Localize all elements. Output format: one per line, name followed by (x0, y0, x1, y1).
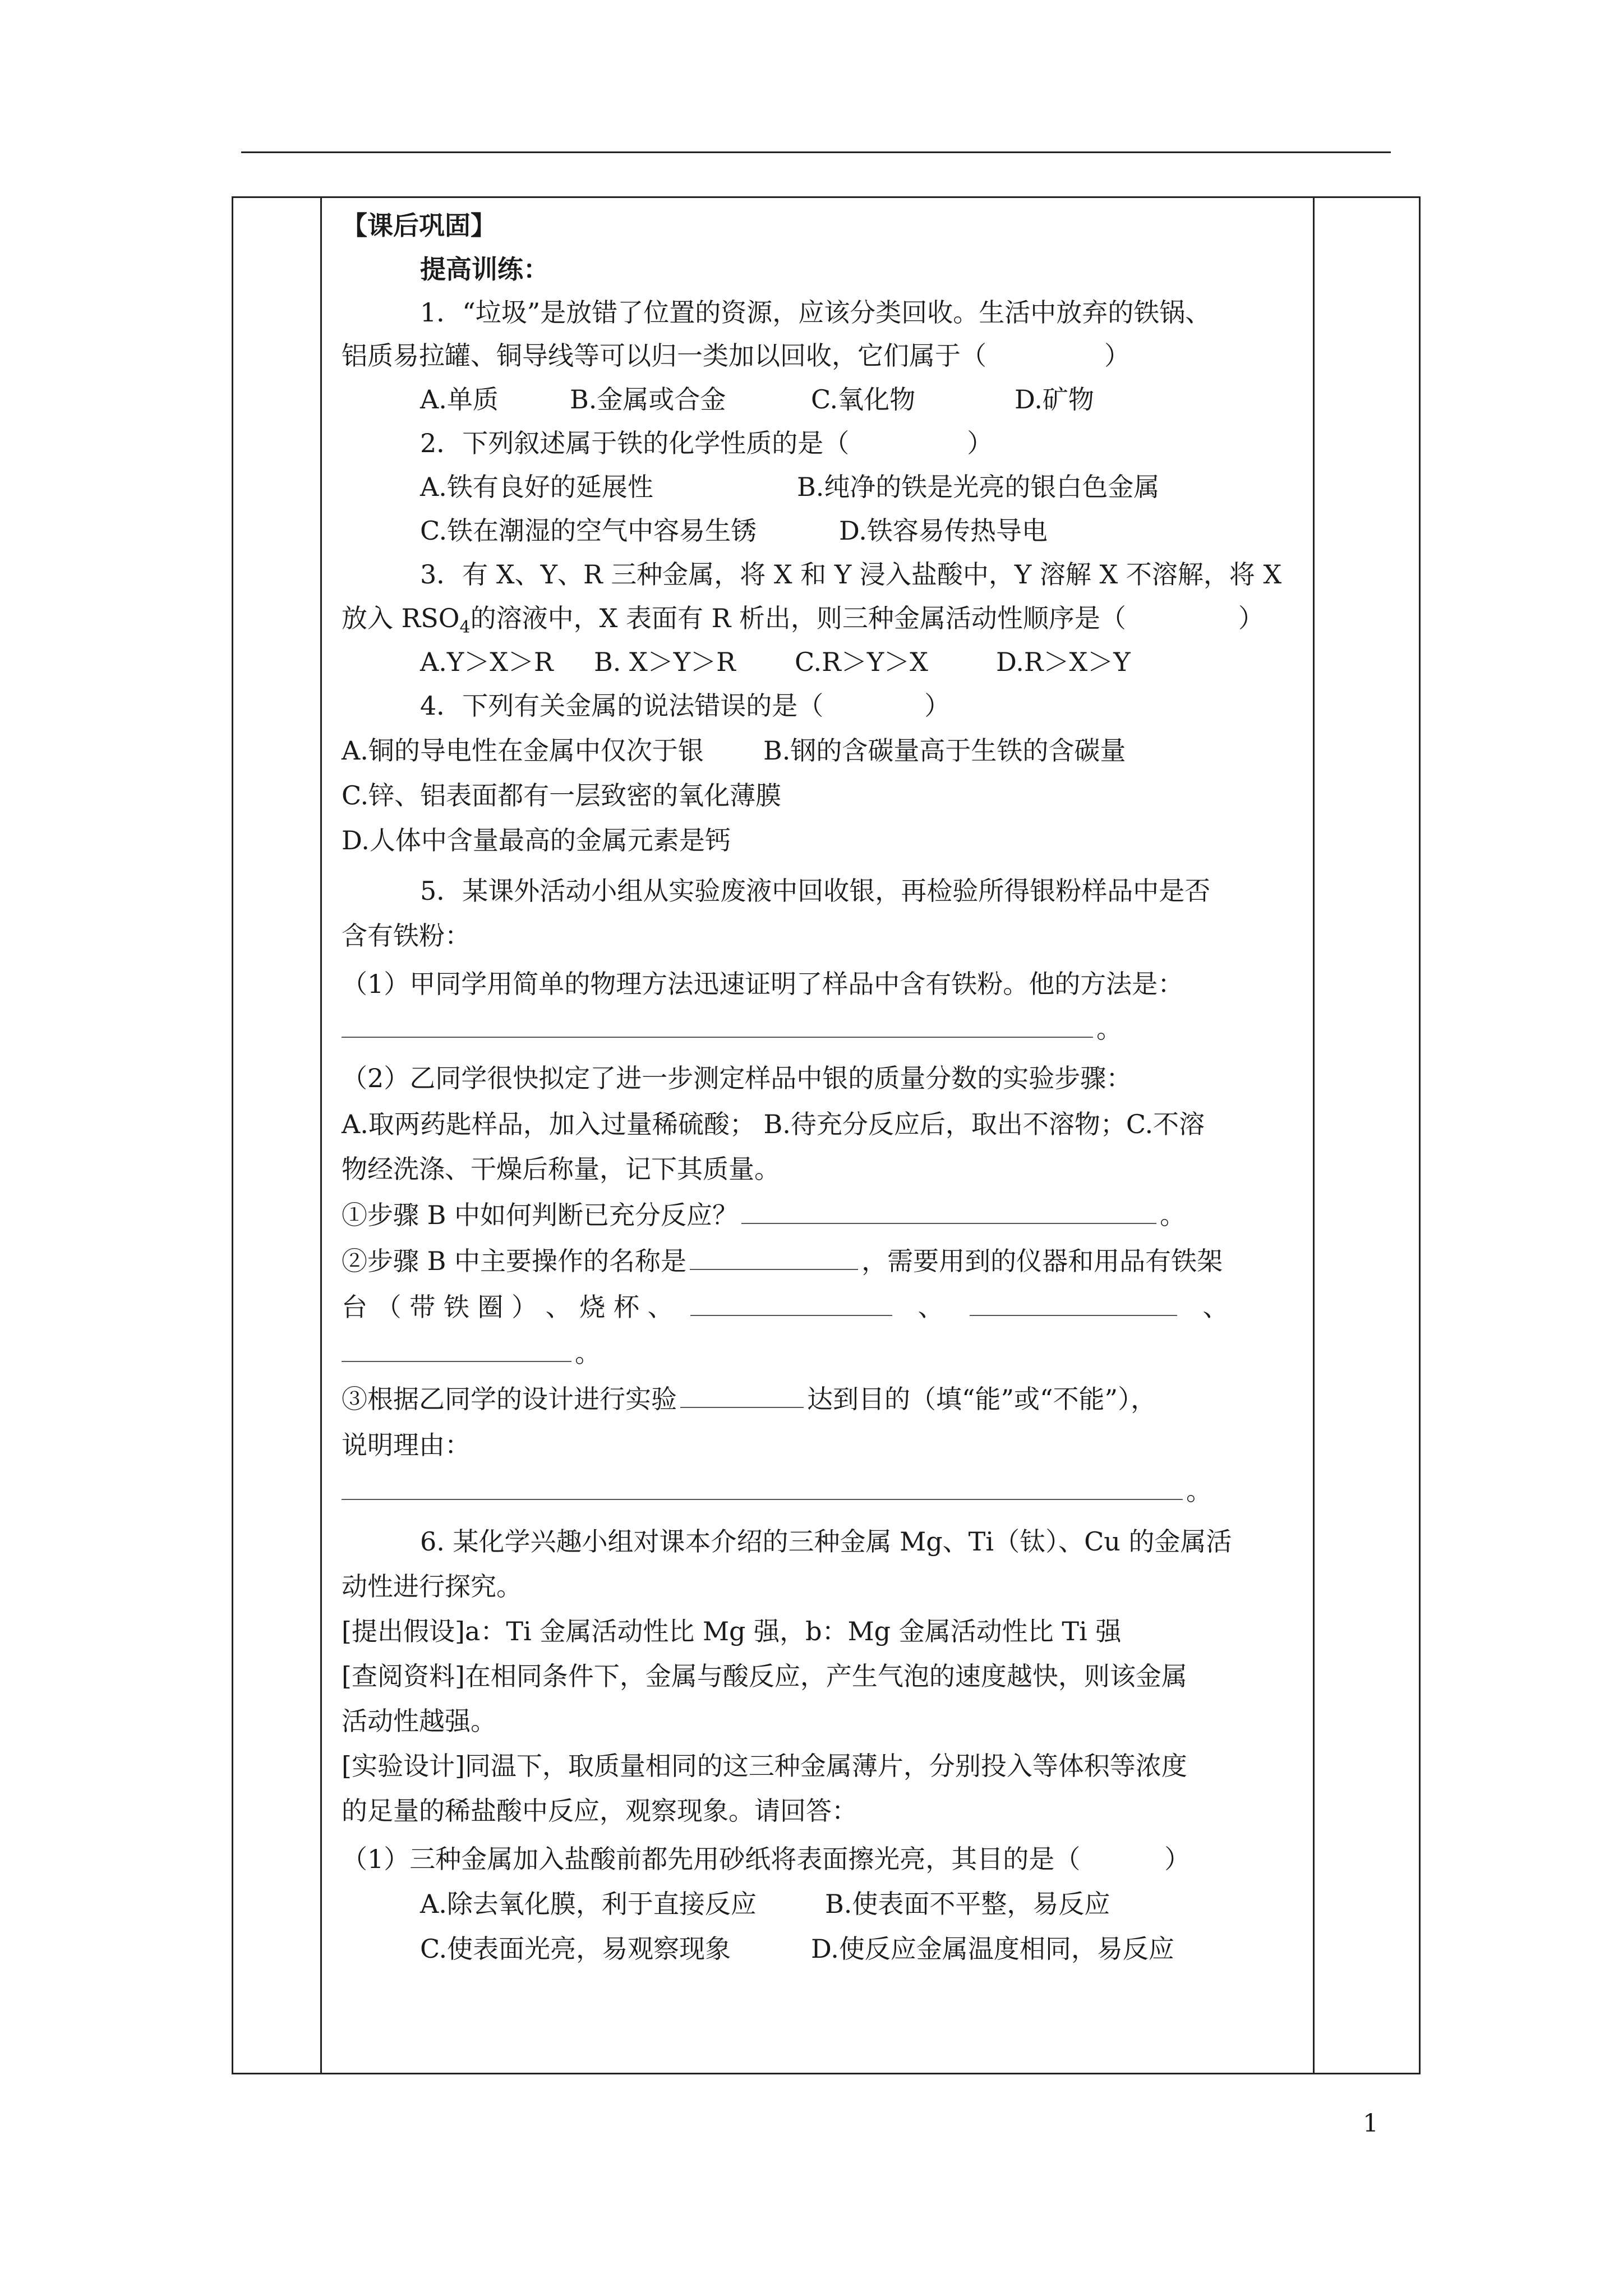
page-number: 1 (1363, 2109, 1378, 2138)
q5-part1: （1）甲同学用简单的物理方法迅速证明了样品中含有铁粉。他的方法是： (342, 969, 1184, 999)
q5-sub3: ③根据乙同学的设计进行实验 达到目的（填“能”或“不能”）， (342, 1384, 1157, 1414)
answer-blank[interactable] (690, 1246, 858, 1270)
q3-stem-line2: 放入 $RSO_4$的溶液中，X 表面有 R 析出，则三种金属活动性顺序是（ ） (342, 603, 1264, 638)
q2-stem: 2．下列叙述属于铁的化学性质的是（ ） (420, 428, 993, 458)
q5-part2: （2）乙同学很快拟定了进一步测定样品中银的质量分数的实验步骤： (342, 1063, 1132, 1093)
q6-stem-line1: 6. 某化学兴趣小组对课本介绍的三种金属 Mg、Ti（钛）、Cu 的金属活 (420, 1526, 1232, 1557)
q1-option-d: D.矿物 (1015, 384, 1094, 415)
table-column-divider-right (1313, 198, 1315, 2073)
q4-option-b: B.钢的含碳量高于生铁的含碳量 (763, 735, 1126, 766)
q5-sub1: ①步骤 B 中如何判断已充分反应？ 。 (342, 1200, 1186, 1230)
answer-blank[interactable] (970, 1292, 1177, 1316)
q6-design-line2: 的足量的稀盐酸中反应，观察现象。请回答： (342, 1796, 857, 1826)
q6-design-line1: [实验设计]同温下，取质量相同的这三种金属薄片，分别投入等体积等浓度 (342, 1751, 1187, 1781)
q1-stem-line1: 1．“垃圾”是放错了位置的资源，应该分类回收。生活中放弃的铁锅、 (420, 297, 1211, 328)
q4-option-a: A.铜的导电性在金属中仅次于银 (342, 735, 704, 766)
q6-option-c: C.使表面光亮，易观察现象 (420, 1934, 731, 1964)
answer-blank[interactable] (690, 1292, 892, 1316)
q1-option-b: B.金属或合金 (570, 384, 726, 415)
table-column-divider-left (320, 198, 322, 2073)
q6-reference-line1: [查阅资料]在相同条件下，金属与酸反应，产生气泡的速度越快，则该金属 (342, 1661, 1187, 1691)
q1-option-a: A.单质 (420, 384, 499, 415)
section-title: 【课后巩固】 (342, 210, 496, 241)
q6-option-b: B.使表面不平整，易反应 (825, 1889, 1110, 1919)
q5-sub2-instruments: 台 （ 带 铁 圈 ） 、 烧 杯 、 、 、 (342, 1292, 1229, 1322)
q3-option-a: A.Y＞X＞R (420, 647, 554, 677)
q2-option-b: B.纯净的铁是光亮的银白色金属 (797, 472, 1160, 502)
subtitle: 提高训练： (420, 254, 549, 284)
q1-option-c: C.氧化物 (811, 384, 916, 415)
q5-part1-answer: 。 (342, 1013, 1122, 1045)
q3-option-d: D.R＞X＞Y (996, 647, 1131, 677)
q5-stem-line2: 含有铁粉： (342, 921, 471, 951)
q5-sub3-reason: 说明理由： (342, 1430, 471, 1460)
q1-stem-line2: 铝质易拉罐、铜导线等可以归一类加以回收，它们属于（ ） (342, 341, 1130, 371)
q3-option-b: B. X＞Y＞R (594, 647, 736, 677)
answer-blank[interactable] (342, 1476, 1183, 1500)
answer-blank[interactable] (342, 1014, 1093, 1038)
answer-blank[interactable] (342, 1338, 571, 1362)
q4-option-c: C.锌、铝表面都有一层致密的氧化薄膜 (342, 780, 782, 811)
q5-sub2-instruments-cont: 。 (342, 1337, 601, 1369)
q6-sub1: （1）三种金属加入盐酸前都先用砂纸将表面擦光亮，其目的是（ ） (342, 1844, 1191, 1874)
q3-stem-line1: 3．有 X、Y、R 三种金属，将 X 和 Y 浸入盐酸中，Y 溶解 X 不溶解，将 X (420, 559, 1282, 590)
q4-stem: 4．下列有关金属的说法错误的是（ ） (420, 691, 951, 721)
q6-stem-line2: 动性进行探究。 (342, 1571, 522, 1602)
worksheet-table (232, 196, 1421, 2074)
q6-reference-line2: 活动性越强。 (342, 1706, 496, 1736)
q4-option-d: D.人体中含量最高的金属元素是钙 (342, 825, 731, 855)
q5-steps-line1: A.取两药匙样品，加入过量稀硫酸； B.待充分反应后，取出不溶物；C.不溶 (342, 1109, 1205, 1139)
answer-blank[interactable] (680, 1384, 804, 1408)
q5-sub3-answer: 。 (342, 1475, 1212, 1507)
q2-option-c: C.铁在潮湿的空气中容易生锈 (420, 516, 757, 546)
q6-option-a: A.除去氧化膜，利于直接反应 (420, 1889, 757, 1919)
answer-blank[interactable] (741, 1200, 1156, 1224)
q3-option-c: C.R＞Y＞X (795, 647, 928, 677)
q5-stem-line1: 5．某课外活动小组从实验废液中回收银，再检验所得银粉样品中是否 (420, 876, 1211, 906)
header-rule (241, 151, 1391, 153)
q2-option-a: A.铁有良好的延展性 (420, 472, 653, 502)
q6-option-d: D.使反应金属温度相同，易反应 (811, 1934, 1174, 1964)
q5-sub2: ②步骤 B 中主要操作的名称是 ，需要用到的仪器和用品有铁架 (342, 1246, 1223, 1276)
q6-hypothesis: [提出假设]a：Ti 金属活动性比 Mg 强，b：Mg 金属活动性比 Ti 强 (342, 1616, 1122, 1646)
q5-steps-line2: 物经洗涤、干燥后称量，记下其质量。 (342, 1154, 780, 1184)
q2-option-d: D.铁容易传热导电 (839, 516, 1048, 546)
